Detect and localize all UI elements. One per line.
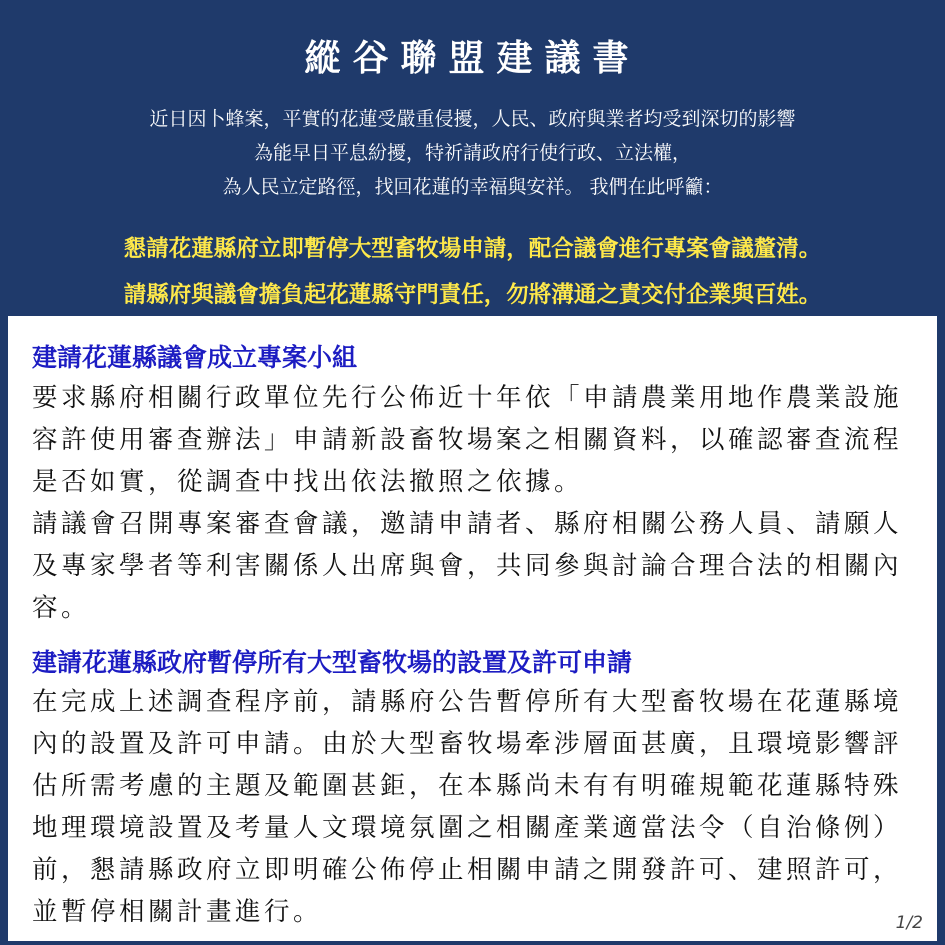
appeal-line: 請縣府與議會擔負起花蓮縣守門責任，勿將溝通之責交付企業與百姓。 — [123, 282, 822, 308]
intro-line: 近日因卜蜂案，平實的花蓮受嚴重侵擾，人民、政府與業者均受到深切的影響 — [149, 108, 796, 130]
intro-text — [0, 102, 945, 204]
content-panel — [8, 316, 937, 941]
section-paragraph: 要求縣府相關行政單位先行公佈近十年依「申請農業用地作農業設施容許使用審查辦法」申請新設畜牧場案之相關資料，以確認審查流程是否如實，從調查中找出依法撤照之依據。 — [32, 383, 903, 497]
section-title: 建請花蓮縣議會成立專案小組 — [32, 343, 358, 372]
section-paragraph: 在完成上述調查程序前，請縣府公告暫停所有大型畜牧場在花蓮縣境內的設置及許可申請。由於大型畜牧場牽涉層面甚廣，且環境影響評估所需考慮的主題及範圍甚鉅，在本縣尚未有有明確規範花蓮縣特殊地理環境設置及考量人文環境氛圍之相關產業適當法令（自治條例）前，懇請縣政府立即明確公佈停止相關申請之開發許可、建照許可，並暫停相關計畫進行。 — [32, 687, 903, 927]
page-title: 縱谷聯盟建議書 — [304, 37, 641, 79]
appeal-line: 懇請花蓮縣府立即暫停大型畜牧場申請，配合議會進行專案會議釐清。 — [123, 236, 822, 262]
section-paragraph: 請議會召開專案審查會議，邀請申請者、縣府相關公務人員、請願人及專家學者等利害關係人出席與會，共同參與討論合理合法的相關內容。 — [32, 509, 903, 623]
page-number: 1/2 — [895, 913, 923, 933]
intro-line: 為能早日平息紛擾，特祈請政府行使行政、立法權， — [253, 142, 691, 164]
section-title: 建請花蓮縣政府暫停所有大型畜牧場的設置及許可申請 — [32, 648, 633, 677]
intro-line: 為人民立定路徑，找回花蓮的幸福與安祥。 我們在此呼籲： — [222, 176, 723, 198]
header-banner — [0, 0, 945, 316]
appeal-list — [0, 226, 945, 318]
